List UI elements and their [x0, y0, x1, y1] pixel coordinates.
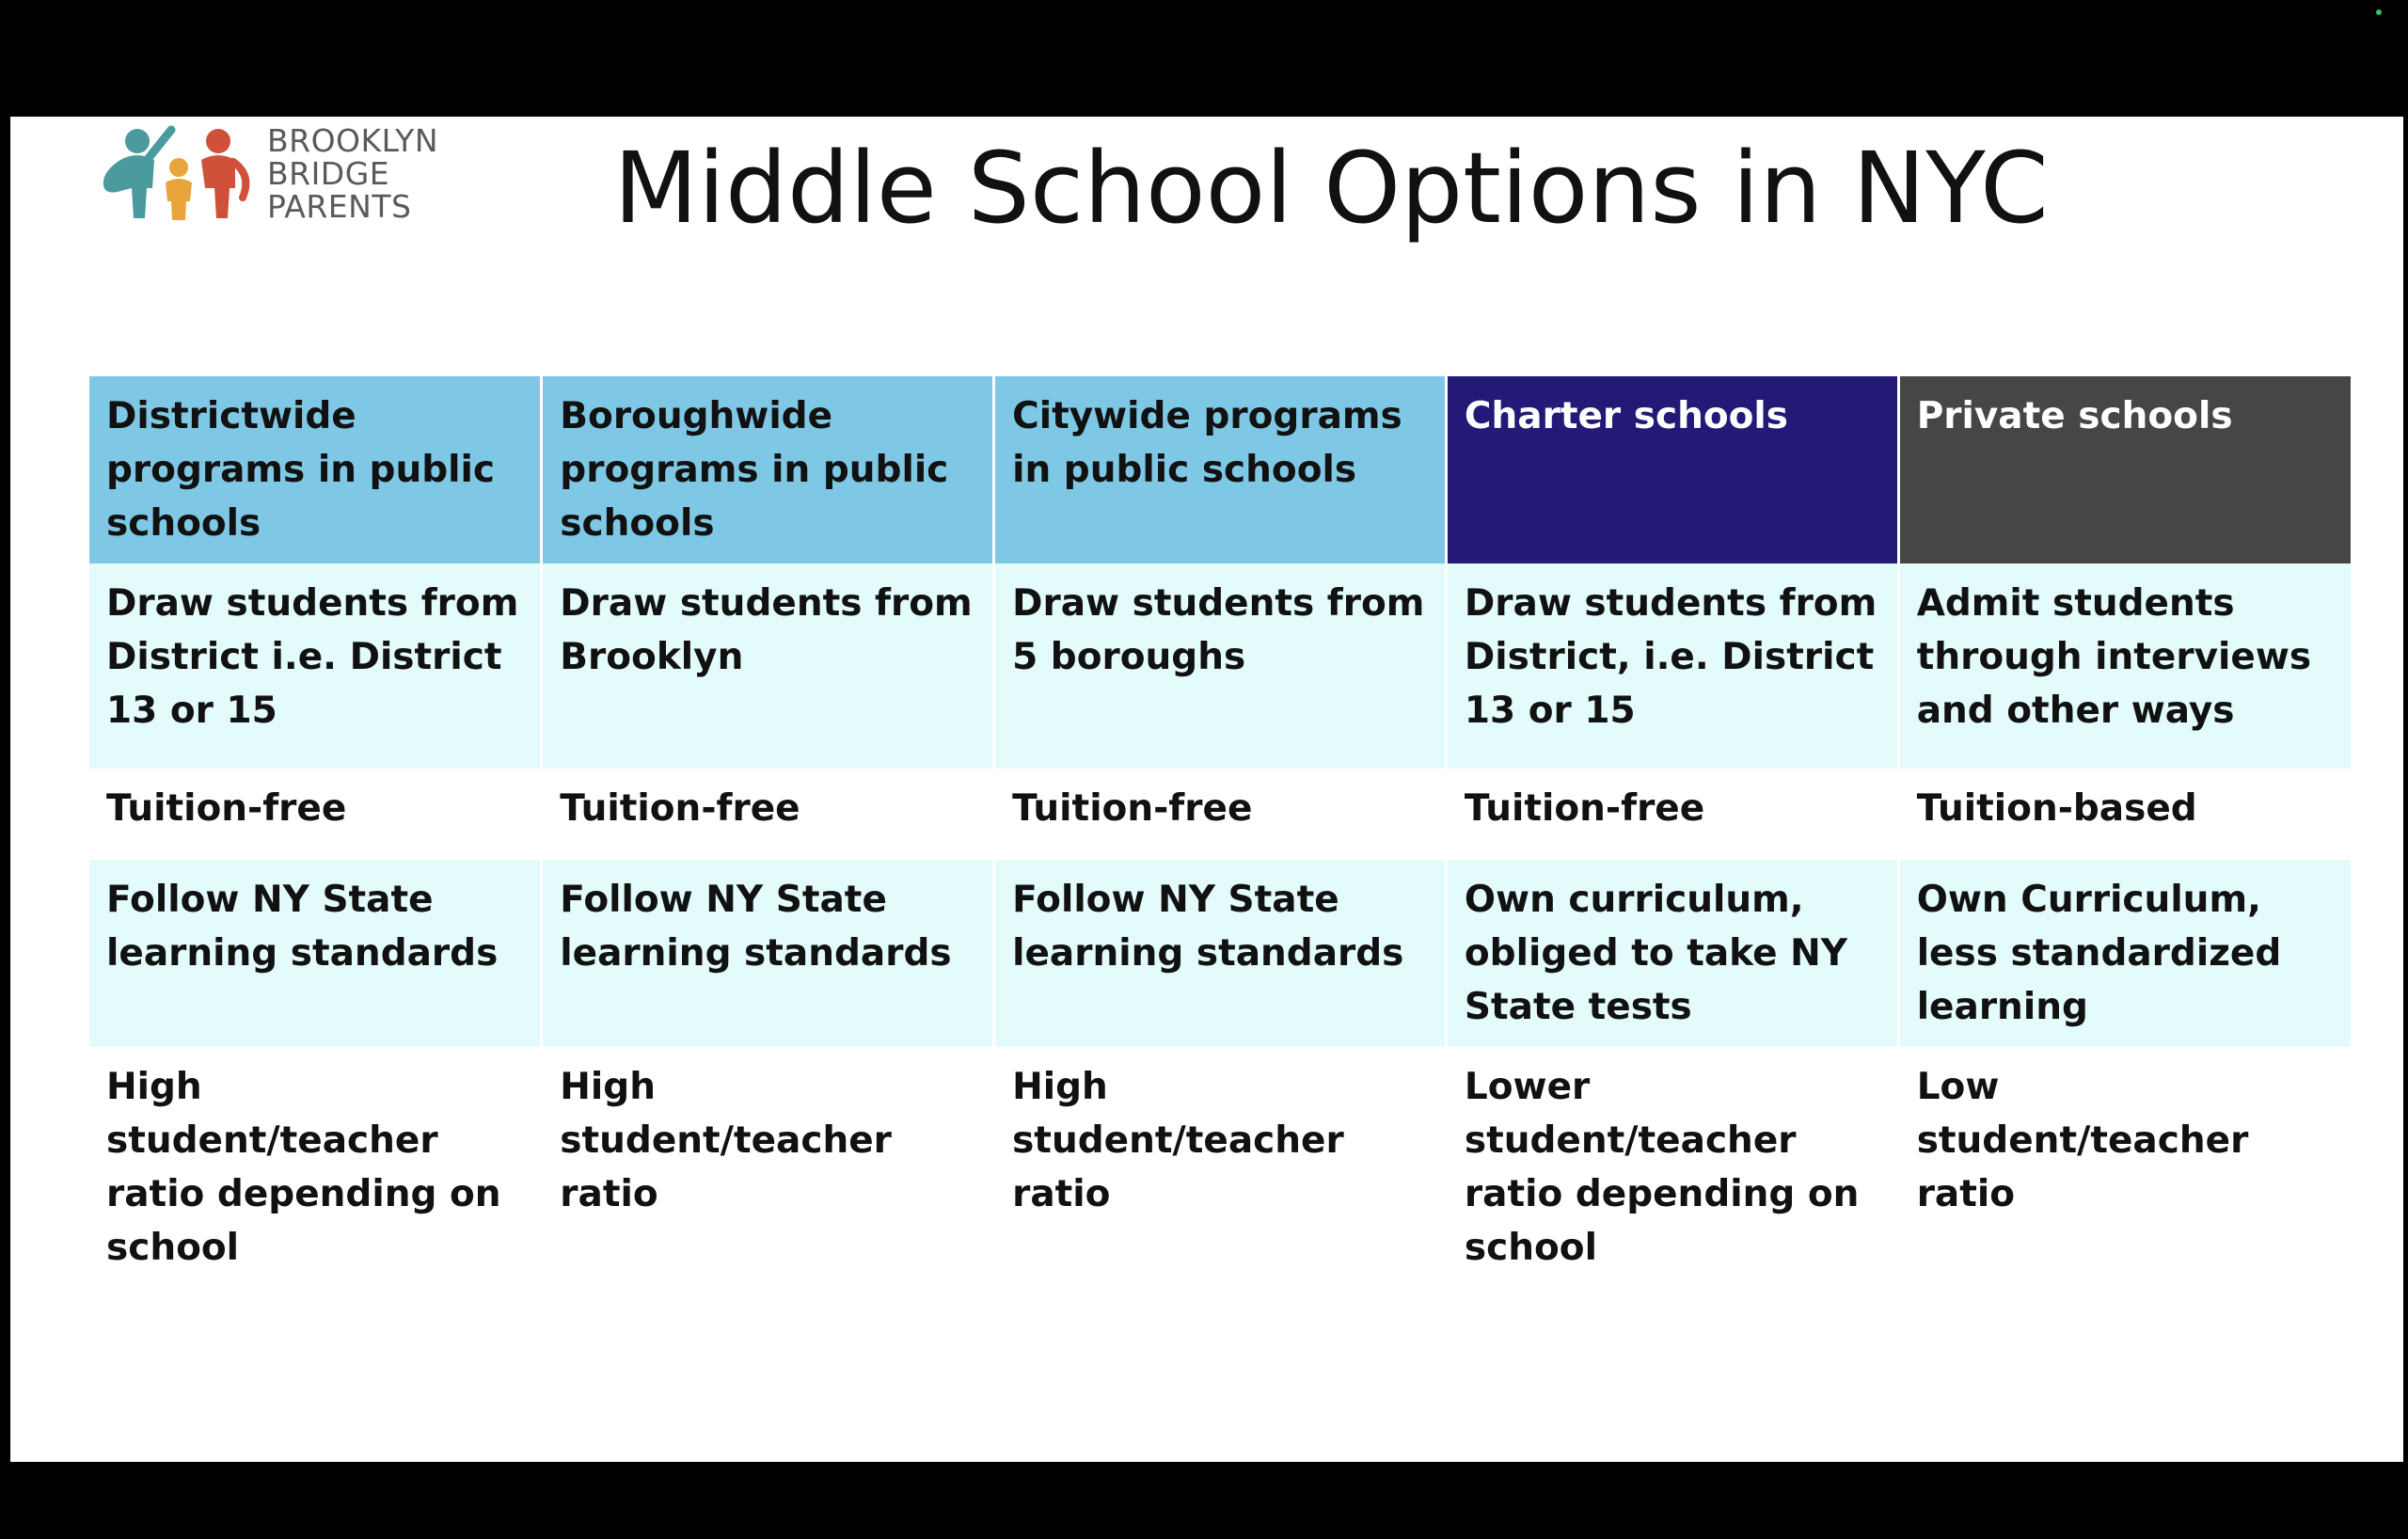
family-figures-icon [92, 122, 271, 226]
table-cell: Tuition-free [1446, 769, 1898, 860]
table-cell: Follow NY State learning standards [89, 860, 542, 1047]
header-citywide: Citywide programs in public schools [994, 376, 1447, 563]
header-boroughwide: Boroughwide programs in public schools [542, 376, 994, 563]
table-cell: Draw students from Brooklyn [542, 563, 994, 769]
table-row-admissions [89, 563, 2351, 769]
table-cell: Tuition-free [542, 769, 994, 860]
table-cell: Admit students through interviews and other ways [1898, 563, 2351, 769]
table-cell: High student/teacher ratio depending on school [89, 1047, 542, 1288]
table-row-ratio [89, 1047, 2351, 1288]
header-districtwide: Districtwide programs in public schools [89, 376, 542, 563]
table-cell: Tuition-free [994, 769, 1447, 860]
logo-line-1: BROOKLYN [267, 122, 439, 159]
table-cell: Lower student/teacher ratio depending on school [1446, 1047, 1898, 1288]
logo-line-3: PARENTS [267, 188, 412, 225]
table-cell: Own Curriculum, less standardized learning [1898, 860, 2351, 1047]
table-row-tuition [89, 769, 2351, 860]
table-cell: Low student/teacher ratio [1898, 1047, 2351, 1288]
table-cell: Own curriculum, obliged to take NY State tests [1446, 860, 1898, 1047]
table-cell: Draw students from 5 boroughs [994, 563, 1447, 769]
table-cell: High student/teacher ratio [994, 1047, 1447, 1288]
table-cell: Draw students from District, i.e. District 13 or 15 [1446, 563, 1898, 769]
table-header-row [89, 376, 2351, 563]
table-cell: Follow NY State learning standards [542, 860, 994, 1047]
logo-wordmark [267, 124, 438, 223]
table-cell: Draw students from District i.e. District 13 or 15 [89, 563, 542, 769]
table-cell: High student/teacher ratio [542, 1047, 994, 1288]
table-cell: Tuition-free [89, 769, 542, 860]
header-private: Private schools [1898, 376, 2351, 563]
table-cell: Tuition-based [1898, 769, 2351, 860]
table-cell: Follow NY State learning standards [994, 860, 1447, 1047]
logo-line-2: BRIDGE [267, 155, 390, 192]
brooklyn-bridge-parents-logo [92, 122, 497, 226]
header-charter: Charter schools [1446, 376, 1898, 563]
status-indicator-dot [2376, 9, 2382, 15]
school-options-table [89, 376, 2351, 1288]
table-row-curriculum [89, 860, 2351, 1047]
slide-title: Middle School Options in NYC [613, 131, 2049, 246]
